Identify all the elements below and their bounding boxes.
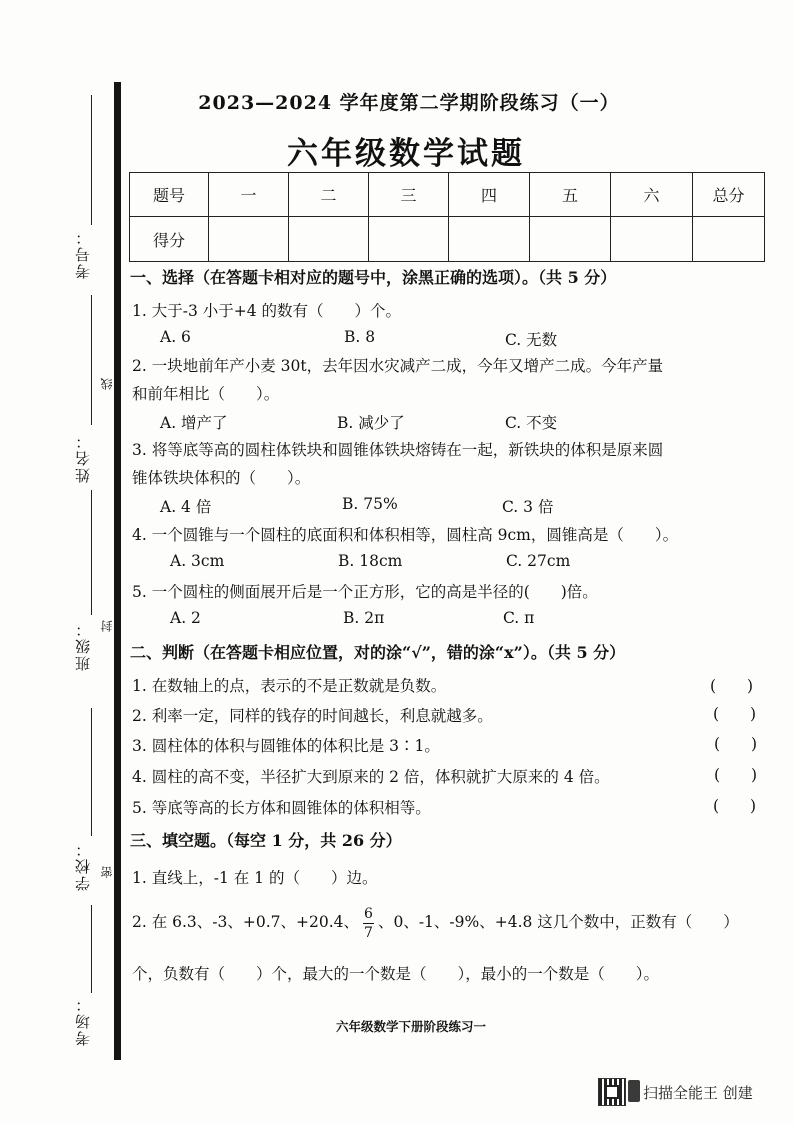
scanner-logo-icon	[628, 1080, 640, 1102]
score-table-score-row	[130, 217, 765, 262]
s1-q1-option-b: B. 8	[344, 328, 376, 346]
exam-no-label: 考号：	[74, 228, 92, 279]
room-label: 考场：	[74, 995, 92, 1046]
s1-q3-cont: 锥体铁块体积的（ ）。	[132, 469, 311, 487]
class-label: 班级：	[74, 620, 92, 671]
seal-mark-seal: 封	[100, 620, 114, 632]
s3-q2-cont: 个，负数有（ ）个，最大的一个数是（ ），最小的一个数是（ ）。	[132, 965, 660, 983]
qr-code-icon	[598, 1078, 626, 1106]
score-cell: 六	[611, 173, 693, 217]
s2-answer-5[interactable]: ( )	[713, 797, 757, 815]
score-blank[interactable]	[611, 217, 693, 262]
score-cell: 四	[449, 173, 530, 217]
class-line	[91, 490, 92, 615]
name-line	[91, 295, 92, 425]
s2-item-2: 2. 利率一定，同样的钱存的时间越长，利息就越多。	[132, 707, 493, 725]
section3-heading: 三、填空题。（每空 1 分，共 26 分）	[130, 831, 402, 850]
s2-item-4: 4. 圆柱的高不变，半径扩大到原来的 2 倍，体积就扩大原来的 4 倍。	[132, 768, 610, 786]
exam-title: 六年级数学试题	[287, 136, 525, 172]
score-cell: 一	[209, 173, 289, 217]
s1-q4-option-b: B. 18cm	[338, 552, 403, 570]
score-blank[interactable]	[289, 217, 369, 262]
score-cell: 五	[530, 173, 611, 217]
s1-q3: 3. 将等底等高的圆柱体铁块和圆锥体铁块熔铸在一起，新铁块的体积是原来圆	[132, 441, 664, 459]
score-cell: 题号	[130, 173, 209, 217]
s1-q4-option-c: C. 27cm	[506, 552, 571, 570]
seal-mark-line: 线	[100, 378, 114, 390]
s1-q4: 4. 一个圆锥与一个圆柱的底面积和体积相等，圆柱高 9cm，圆锥高是（ ）。	[132, 526, 679, 544]
s2-answer-2[interactable]: ( )	[713, 705, 757, 723]
section1-heading: 一、选择（在答题卡相对应的题号中，涂黑正确的选项）。（共 5 分）	[130, 268, 617, 287]
s1-q1-option-c: C. 无数	[505, 331, 558, 349]
s1-q5-option-c: C. π	[503, 609, 535, 627]
s1-q5-option-a: A. 2	[170, 609, 201, 627]
s1-q2-option-c: C. 不变	[505, 414, 558, 432]
score-cell: 总分	[693, 173, 765, 217]
page-footer: 六年级数学下册阶段练习一	[335, 1019, 486, 1034]
binding-rule	[114, 82, 121, 1060]
s1-q1-option-a: A. 6	[160, 328, 191, 346]
school-label: 学校：	[74, 840, 92, 891]
s1-q2-cont: 和前年相比（ ）。	[132, 385, 280, 403]
section2-heading: 二、判断（在答题卡相应位置，对的涂“√”，错的涂“x”）。（共 5 分）	[130, 643, 626, 662]
score-blank[interactable]	[369, 217, 449, 262]
room-line	[91, 905, 92, 993]
score-blank[interactable]	[209, 217, 289, 262]
s1-q2-option-a: A. 增产了	[160, 414, 228, 432]
fraction-denominator: 7	[364, 924, 373, 941]
s2-answer-4[interactable]: ( )	[714, 766, 758, 784]
score-blank[interactable]	[693, 217, 765, 262]
s2-item-5: 5. 等底等高的长方体和圆锥体的体积相等。	[132, 799, 431, 817]
exam-subtitle: 2023—2024 学年度第二学期阶段练习（一）	[198, 92, 620, 114]
score-blank[interactable]	[449, 217, 530, 262]
s2-answer-3[interactable]: ( )	[714, 735, 758, 753]
score-blank[interactable]	[530, 217, 611, 262]
score-table	[129, 172, 765, 262]
s1-q1: 1. 大于-3 小于+4 的数有（ ）个。	[132, 302, 402, 320]
s3-q2-part2: 、0、-1、-9%、+4.8 这几个数中，正数有（ ）	[377, 913, 739, 931]
s3-q2	[132, 904, 739, 940]
scanner-watermark: 扫描全能王 创建	[643, 1084, 753, 1102]
s2-item-3: 3. 圆柱体的体积与圆锥体的体积比是 3∶1。	[132, 737, 440, 755]
s1-q4-option-a: A. 3cm	[170, 552, 225, 570]
seal-mark-close: 密	[100, 866, 114, 878]
s2-answer-1[interactable]: ( )	[710, 677, 754, 695]
school-line	[91, 708, 92, 836]
s1-q5-option-b: B. 2π	[343, 609, 385, 627]
score-table-header-row	[130, 173, 765, 217]
score-cell: 得分	[130, 217, 209, 262]
s1-q2-option-b: B. 减少了	[337, 414, 405, 432]
s1-q2: 2. 一块地前年产小麦 30t，去年因水灾减产二成，今年又增产二成。今年产量	[132, 357, 664, 375]
fraction-six-sevenths	[363, 907, 374, 940]
score-cell: 二	[289, 173, 369, 217]
s1-q5: 5. 一个圆柱的侧面展开后是一个正方形，它的高是半径的( )倍。	[132, 583, 598, 601]
s1-q3-option-b: B. 75%	[342, 495, 398, 513]
score-cell: 三	[369, 173, 449, 217]
name-label: 姓名：	[74, 432, 92, 483]
fraction-numerator: 6	[364, 905, 373, 922]
s3-q2-part1: 2. 在 6.3、-3、+0.7、+20.4、	[132, 913, 360, 931]
s1-q3-option-c: C. 3 倍	[502, 498, 554, 516]
s2-item-1: 1. 在数轴上的点，表示的不是正数就是负数。	[132, 677, 447, 695]
s3-q1: 1. 直线上，-1 在 1 的（ ）边。	[132, 869, 378, 887]
s1-q3-option-a: A. 4 倍	[160, 498, 212, 516]
